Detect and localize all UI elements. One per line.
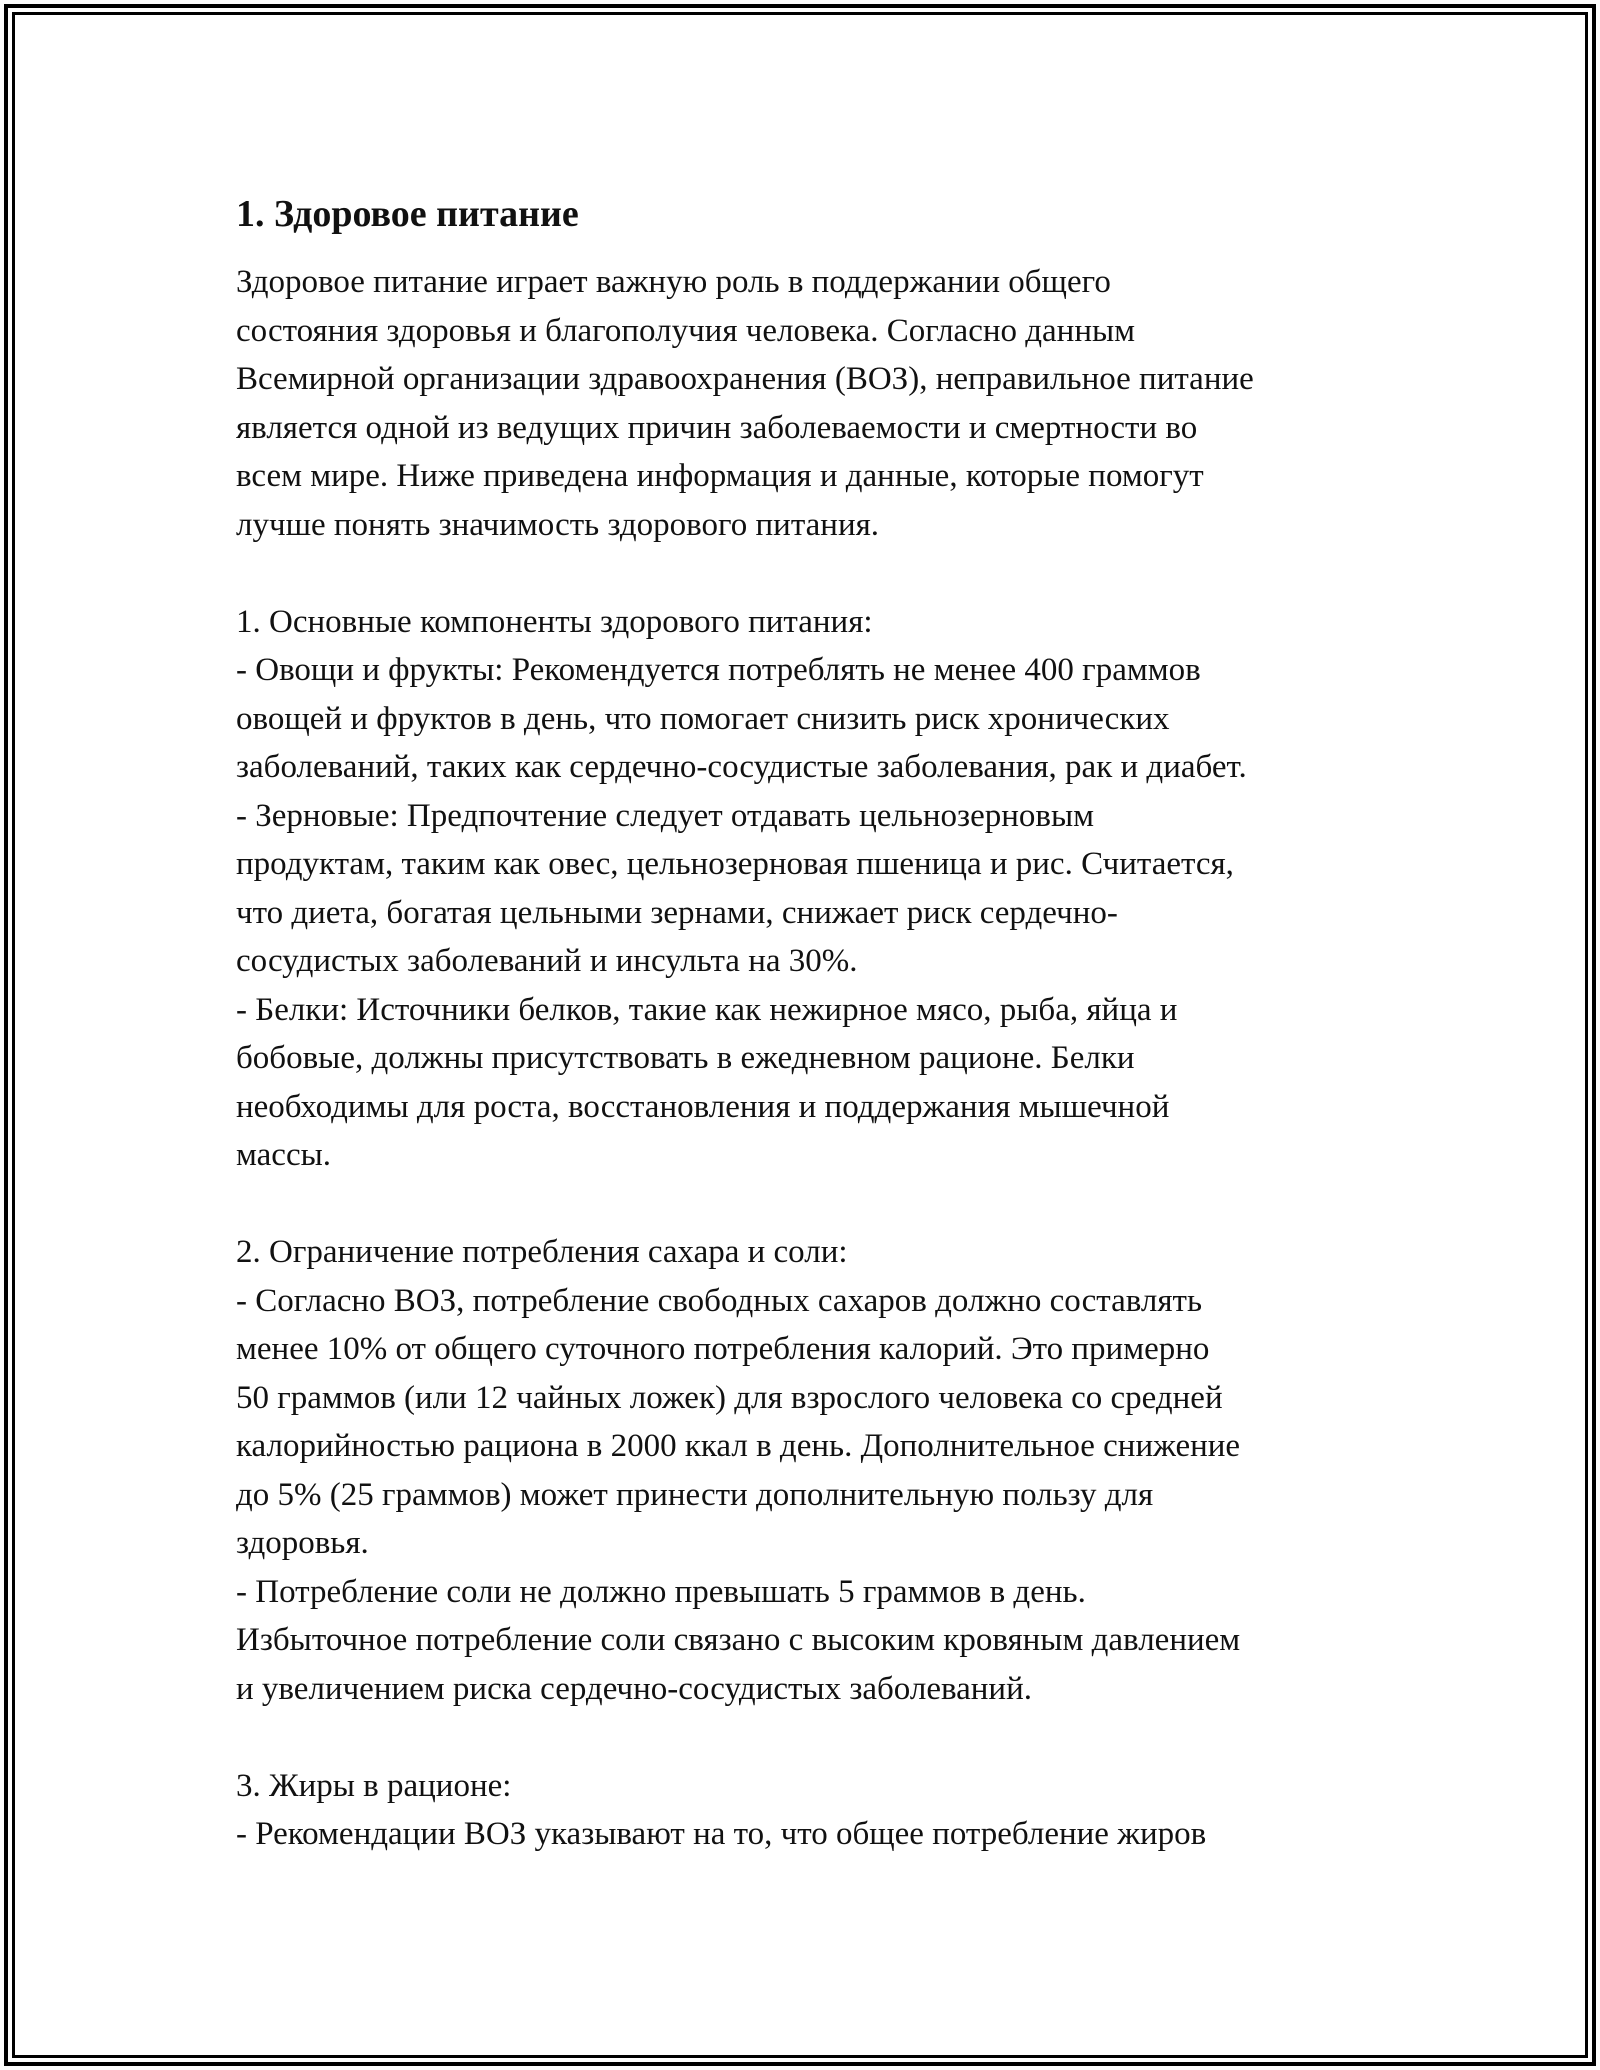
- section-healthy-components: 1. Основные компоненты здорового питания: - Овощи и фрукты: Рекомендуется потреблять не менее 400 граммов овощей и фруктов в день, что помогает снизить риск хронических заболеваний, таких как сердечно-сосудистые заболевания, рак и диабет. - Зерновые: Предпочтение следует отдавать цельнозерновым продуктам, таким как овес, цельнозерновая пшеница и рис. Считается, что диета, богатая цельными зернами, снижает риск сердечно- сосудистых заболеваний и инсульта на 30%. - Белки: Источники белков, такие как нежирное мясо, рыба, яйца и бобовые, должны присутствовать в ежедневном рационе. Белки необходимы для роста, восстановления и поддержания мышечной массы.: [236, 603, 1247, 1173]
- page-title: 1. Здоровое питание: [236, 193, 579, 235]
- document-body: [236, 186, 1376, 1859]
- paragraph-spacer: [236, 1713, 1376, 1762]
- paragraph-spacer: [236, 549, 1376, 598]
- section-fats: 3. Жиры в рационе: - Рекомендации ВОЗ указывают на то, что общее потребление жиров: [236, 1767, 1207, 1852]
- section-sugar-salt: 2. Ограничение потребления сахара и соли: - Согласно ВОЗ, потребление свободных сахаров должно составлять менее 10% от общего суточного потребления калорий. Это примерно 50 граммов (или 12 чайных ложек) для взрослого человека со средней калорийностью рациона в 2000 ккал в день. Дополнительное снижение до 5% (25 граммов) может принести дополнительную пользу для здоровья. - Потребление соли не должно превышать 5 граммов в день. Избыточное потребление соли связано с высоким кровяным давлением и увеличением риска сердечно-сосудистых заболеваний.: [236, 1234, 1241, 1707]
- intro-paragraph: Здоровое питание играет важную роль в поддержании общего состояния здоровья и благополучия человека. Согласно данным Всемирной организации здравоохранения (ВОЗ), неправильное питание является одной из ведущих причин заболеваемости и смертности во всем мире. Ниже приведена информация и данные, которые помогут лучше понять значимость здорового питания.: [236, 264, 1254, 543]
- paragraph-spacer: [236, 1180, 1376, 1229]
